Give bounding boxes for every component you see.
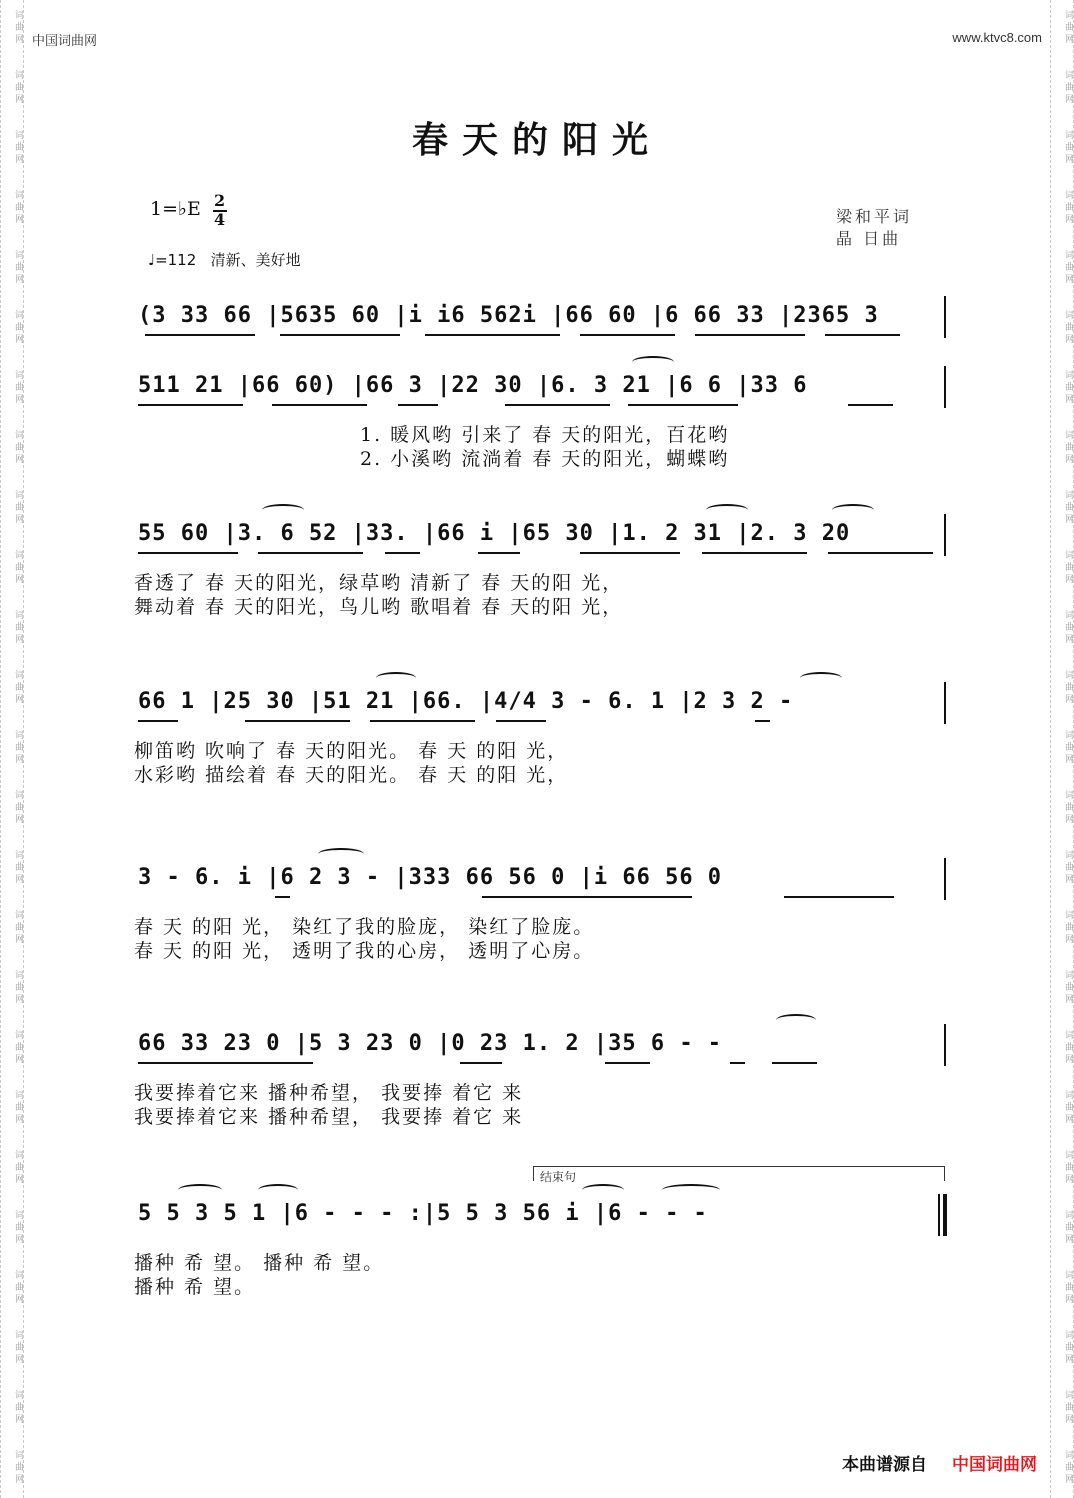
underline-beam [848,404,893,406]
underline-beam [702,552,807,554]
left-margin-watermark: 词曲网 词曲网 词曲网 词曲网 词曲网 词曲网 词曲网 词曲网 词曲网 词曲网 词曲网 词曲网 词曲网 词曲网 词曲网 词曲网 词曲网 词曲网 词曲网 词曲网 词曲网 词曲网 词曲网 词曲网 词曲网 [0,0,24,1498]
system-barline [944,858,946,900]
slur [662,1184,720,1196]
lyric-verse-2: 春 天 的阳 光， 透明了我的心房， 透明了心房。 [134,940,595,962]
underline-beam [245,720,350,722]
underline-beam [825,334,900,336]
lyric-verse-2: 舞动着 春 天的阳光，鸟儿哟 歌唱着 春 天的阳 光， [134,596,624,618]
underline-beam [258,552,363,554]
system-barline [944,366,946,408]
underline-beam [370,720,475,722]
key-signature: 1=♭E [150,198,201,220]
underline-beam [580,552,680,554]
lyric-verse-1: 我要捧着它来 播种希望， 我要捧 着它 来 [134,1082,524,1104]
underline-beam [478,552,520,554]
song-title: 春天的阳光 [411,119,662,161]
underline-beam [755,720,770,722]
system-barline [944,514,946,556]
slur [832,504,874,516]
underline-beam [605,1062,650,1064]
system-barline [944,296,946,338]
system-barline [944,682,946,724]
slur [582,1184,624,1196]
ending-bracket [533,1166,945,1181]
underline-beam [425,334,560,336]
lyricist-credit: 梁和平词 [836,207,913,226]
system-barline [944,1024,946,1066]
underline-beam [505,404,610,406]
underline-beam [398,404,438,406]
lyric-verse-2: 播种 希 望。 [134,1276,256,1298]
source-prefix: 本曲谱源自 [842,1455,927,1475]
underline-beam [784,896,894,898]
source-site-link[interactable]: 中国词曲网 [952,1455,1037,1475]
notation-line-4: 66 1 |25 30 |51 21 |66. |4/4 3 - 6. 1 |2 3 2 - [138,689,794,714]
composer-credit: 晶 日曲 [836,229,902,248]
lyric-verse-1: 春 天 的阳 光， 染红了我的脸庞， 染红了脸庞。 [134,916,595,938]
slur [262,504,304,516]
lyric-verse-1: 播种 希 望。 播种 希 望。 [134,1252,385,1274]
slur [376,672,416,684]
underline-beam [482,896,692,898]
time-signature-top: 2 [214,191,226,210]
time-signature-bottom: 4 [214,210,226,229]
underline-beam [138,720,178,722]
underline-beam [145,334,255,336]
underline-beam [496,720,546,722]
tempo-marking [148,249,301,270]
final-barline-thick [943,1194,947,1236]
underline-beam [138,552,238,554]
underline-beam [772,1062,817,1064]
lyric-verse-2: 2. 小溪哟 流淌着 春 天的阳光，蝴蝶哟 [360,448,730,470]
right-margin-watermark: 词曲网 词曲网 词曲网 词曲网 词曲网 词曲网 词曲网 词曲网 词曲网 词曲网 词曲网 词曲网 词曲网 词曲网 词曲网 词曲网 词曲网 词曲网 词曲网 词曲网 词曲网 词曲网 词曲网 词曲网 词曲网 [1050,0,1074,1498]
underline-beam [730,1062,745,1064]
lyric-verse-1: 1. 暖风哟 引来了 春 天的阳光，百花哟 [360,424,730,446]
slur [800,672,842,684]
underline-beam [828,552,933,554]
underline-beam [138,404,243,406]
notation-line-2: 511 21 |66 60) |66 3 |22 30 |6. 3 21 |6 6 |33 6 [138,373,808,398]
lyric-verse-2: 水彩哟 描绘着 春 天的阳光。 春 天 的阳 光， [134,764,569,786]
ending-label: 结束句 [540,1170,577,1184]
underline-beam [275,896,290,898]
notation-line-1: (3 33 66 |5635 60 |i i6 562i |66 60 |6 66 33 |2365 3 [138,303,879,328]
slur [178,1184,222,1196]
underline-beam [138,1062,313,1064]
slur [318,848,364,860]
underline-beam [460,1062,502,1064]
underline-beam [280,334,400,336]
notation-line-5: 3 - 6. i |6 2 3 - |333 66 56 0 |i 66 56 0 [138,865,723,890]
underline-beam [272,404,367,406]
expression-marking: 清新、美好地 [210,251,301,269]
lyric-verse-1: 香透了 春 天的阳光，绿草哟 清新了 春 天的阳 光， [134,572,624,594]
notation-line-6: 66 33 23 0 |5 3 23 0 |0 23 1. 2 |35 6 - - [138,1031,723,1056]
slur [258,1184,298,1196]
underline-beam [385,552,420,554]
lyric-verse-1: 柳笛哟 吹响了 春 天的阳光。 春 天 的阳 光， [134,740,569,762]
slur [776,1014,816,1026]
notation-line-7: 5 5 3 5 1 |6 - - - :|5 5 3 56 i |6 - - - [138,1201,708,1226]
slur [632,356,674,368]
underline-beam [695,334,805,336]
site-url-header: www.ktvc8.com [952,30,1042,45]
slur [706,504,748,516]
underline-beam [628,404,738,406]
lyric-verse-2: 我要捧着它来 播种希望， 我要捧 着它 来 [134,1106,524,1128]
tempo-value: ♩=112 [148,251,197,269]
site-name-header: 中国词曲网 [32,33,98,48]
notation-line-3: 55 60 |3. 6 52 |33. |66 i |65 30 |1. 2 31 |2. 3 20 [138,521,851,546]
final-barline-thin [938,1194,940,1236]
underline-beam [580,334,675,336]
